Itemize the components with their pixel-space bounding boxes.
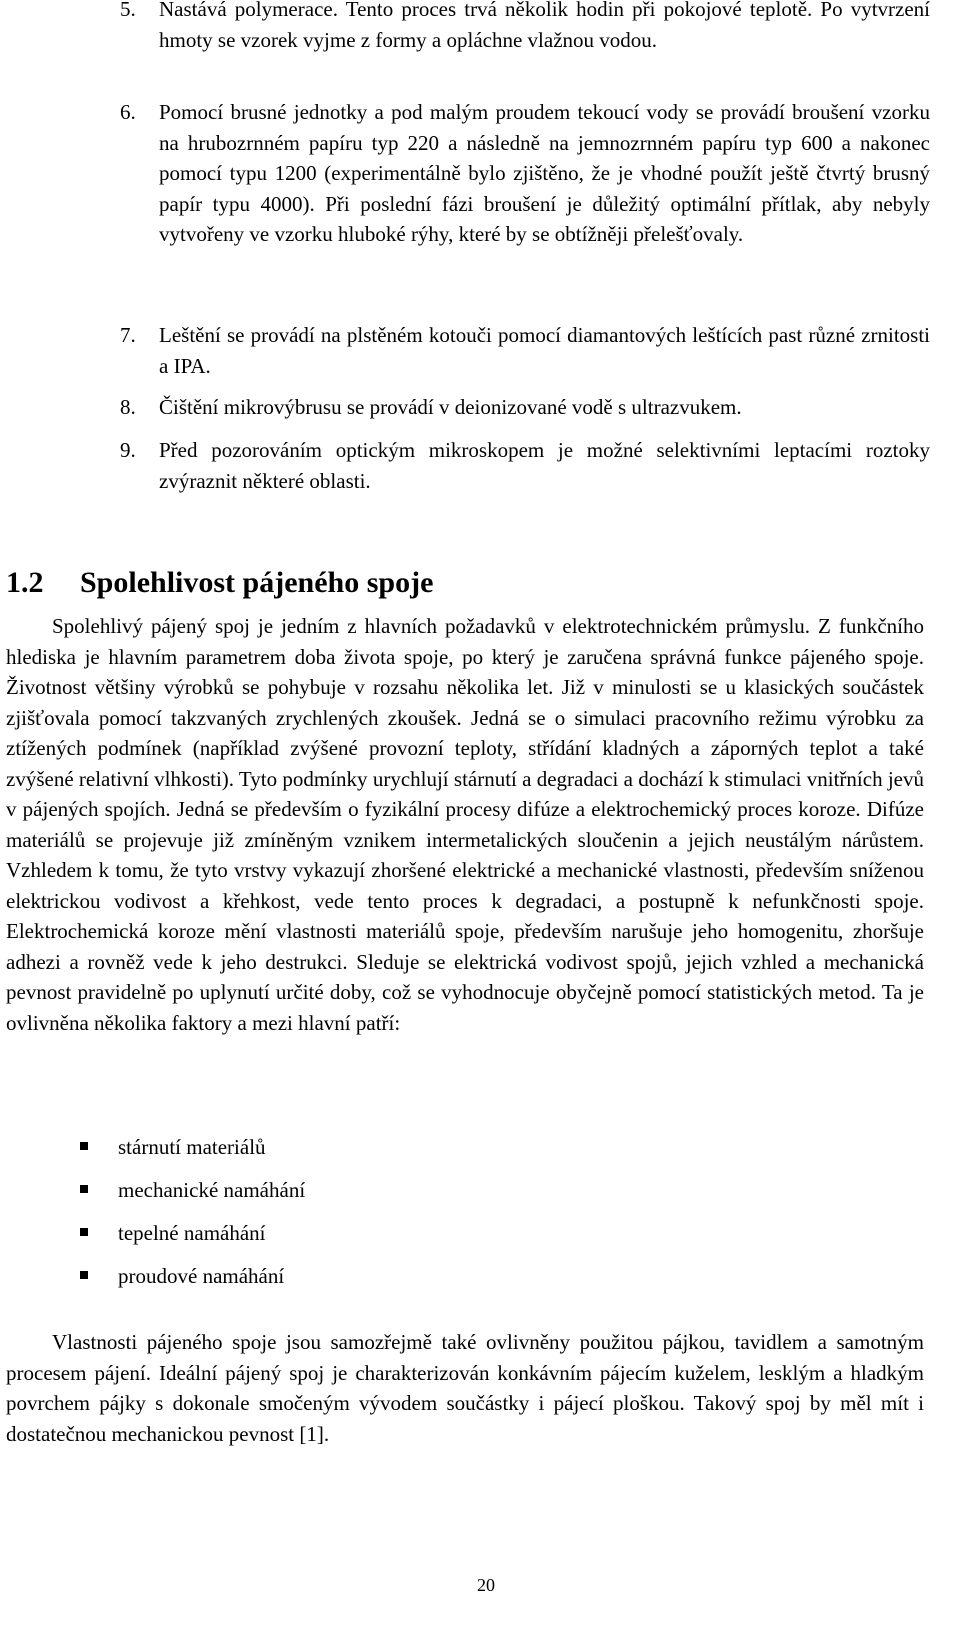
list-item-text: proudové namáhání xyxy=(118,1264,285,1288)
list-item xyxy=(120,320,930,381)
list-item-number: 6. xyxy=(120,100,136,124)
factors-list xyxy=(80,1132,305,1304)
list-item xyxy=(80,1175,305,1218)
square-bullet-icon xyxy=(80,1271,88,1279)
section-title: Spolehlivost pájeného spoje xyxy=(80,566,434,599)
list-item xyxy=(120,0,930,55)
section-heading xyxy=(6,565,433,601)
list-item-text: Nastává polymerace. Tento proces trvá několik hodin při pokojové teplotě. Po vytvrzení hmoty se vzorek vyjme z formy a opláchne vlažnou vodou. xyxy=(159,0,930,52)
section-number: 1.2 xyxy=(6,566,44,599)
list-item-number: 9. xyxy=(120,438,136,462)
body-paragraph: Vlastnosti pájeného spoje jsou samozřejmě také ovlivněny použitou pájkou, tavidlem a samotným procesem pájení. Ideální pájený spoj je charakterizován konkávním pájecím kuželem, lesklým a hladkým povrchem pájky s dokonale smočeným vývodem součástky i pájecí ploškou. Takový spoj by měl mít i dostatečnou mechanickou pevnost [1]. xyxy=(6,1330,924,1446)
square-bullet-icon xyxy=(80,1142,88,1150)
list-item xyxy=(120,435,930,496)
list-item xyxy=(120,97,930,250)
list-item-number: 7. xyxy=(120,323,136,347)
list-item xyxy=(120,392,930,423)
list-item-text: Před pozorováním optickým mikroskopem je možné selektivními leptacími roztoky zvýraznit některé oblasti. xyxy=(159,438,930,493)
list-item xyxy=(80,1132,305,1175)
list-item-text: Čištění mikrovýbrusu se provádí v deionizované vodě s ultrazvukem. xyxy=(159,395,742,419)
list-item xyxy=(80,1261,305,1304)
list-item xyxy=(80,1218,305,1261)
list-item-text: Leštění se provádí na plstěném kotouči pomocí diamantových leštících past různé zrnitosti a IPA. xyxy=(159,323,930,378)
body-paragraph: Spolehlivý pájený spoj je jedním z hlavních požadavků v elektrotechnickém průmyslu. Z funkčního hlediska je hlavním parametrem doba života spoje, po který je zaručena správná funkce pájeného spoje. Životnost většiny výrobků se pohybuje v rozsahu několika let. Již v minulosti se u klasických součástek zjišťovala pomocí takzvaných zrychlených zkoušek. Jedná se o simulaci pracovního režimu výrobku za ztížených podmínek (například zvýšené provozní teploty, střídání kladných a záporných teplot a také zvýšené relativní vlhkosti). Tyto podmínky urychlují stárnutí a degradaci a dochází k stimulaci vnitřních jevů v pájených spojích. Jedná se především o fyzikální procesy difúze a elektrochemický proces koroze. Difúze materiálů se projevuje již zmíněným vznikem intermetalických sloučenin a jejich neustálým nárůstem. Vzhledem k tomu, že tyto vrstvy vykazují zhoršené elektrické a mechanické vlastnosti, především sníženou elektrickou vodivost a křehkost, vede tento proces k degradaci, a postupně k nefunkčnosti spoje. Elektrochemická koroze mění vlastnosti materiálů spoje, především narušuje jeho homogenitu, zhoršuje adhezi a rovněž vede k jeho destrukci. Sleduje se elektrická vodivost spojů, jejich vzhled a mechanická pevnost pravidelně po uplynutí určité doby, což se vyhodnocuje obyčejně pomocí statistických metod. Ta je ovlivněna několika faktory a mezi hlavní patří: xyxy=(6,614,924,1035)
page-number: 20 xyxy=(477,1575,495,1595)
list-item-text: tepelné namáhání xyxy=(118,1221,266,1245)
list-item-text: mechanické namáhání xyxy=(118,1178,306,1202)
list-item-text: Pomocí brusné jednotky a pod malým proudem tekoucí vody se provádí broušení vzorku na hrubozrnném papíru typ 220 a následně na jemnozrnném papíru typ 600 a nakonec pomocí typu 1200 (experimentálně bylo zjištěno, že je vhodné použít ještě čtvrtý brusný papír typu 4000). Při poslední fázi broušení je důležitý optimální přítlak, aby nebyly vytvořeny ve vzorku hluboké rýhy, které by se obtížněji přelešťovaly. xyxy=(159,100,930,246)
list-item-number: 8. xyxy=(120,395,136,419)
square-bullet-icon xyxy=(80,1228,88,1236)
square-bullet-icon xyxy=(80,1185,88,1193)
list-item-text: stárnutí materiálů xyxy=(118,1135,266,1159)
list-item-number: 5. xyxy=(120,0,136,21)
